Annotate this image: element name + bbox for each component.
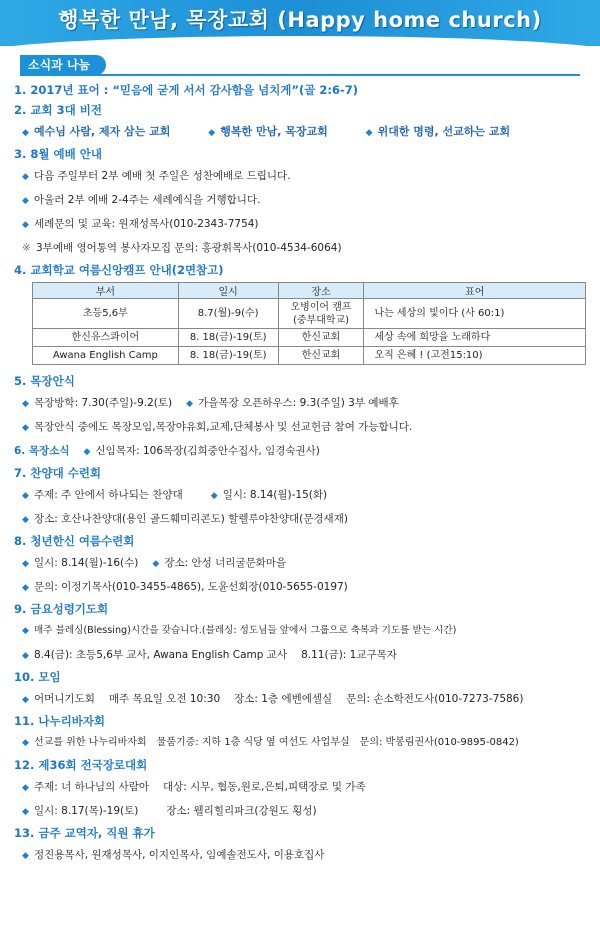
table-row — [33, 347, 586, 365]
table-cell: 초등5,6부 — [33, 299, 179, 329]
item-6-title: 6. 목장소식 — [14, 445, 70, 457]
table-header-cell: 부서 — [33, 283, 179, 299]
bullet-icon: ◆ — [22, 128, 29, 138]
bullet-icon: ◆ — [365, 128, 373, 138]
bullet-icon: ◆ — [210, 491, 218, 501]
bullet-icon: ◆ — [22, 220, 29, 230]
banner-wave — [0, 36, 600, 46]
list-item: ◆ 정진용목사, 원재성목사, 이지인목사, 임예솔전도사, 이용호집사 — [14, 843, 586, 867]
bullet-icon: ◆ — [152, 559, 160, 569]
vision-item: ◆ 위대한 명령, 선교하는 교회 — [366, 120, 511, 145]
item-2-title: 2. 교회 3대 비전 — [14, 103, 102, 117]
list-item: ◆ 8.4(금): 초등5,6부 교사, Awana English Camp 교사 8.11(금): 1교구목자 — [14, 643, 586, 667]
bullet-icon: ◆ — [208, 128, 216, 138]
bullet-icon: ◆ — [22, 695, 29, 705]
camp-table — [32, 282, 586, 365]
table-cell: 8. 18(금)-19(토) — [178, 347, 278, 365]
item-3-title: 3. 8월 예배 안내 — [14, 147, 102, 161]
bullet-icon: ◆ — [22, 559, 29, 569]
list-item: ◆ 목장방학: 7.30(주일)-9.2(토) ◆ 가을목장 오픈하우스: 9.3(주일) 3부 예배후 — [14, 391, 586, 415]
bullet-icon: ◆ — [22, 851, 29, 861]
bullet-icon: ◆ — [22, 807, 29, 817]
list-item: ◆ 선교를 위한 나누리바자회 물품기증: 지하 1층 식당 옆 여선도 사업부실 문의: 박봉림권사(010-9895-0842) — [14, 731, 586, 755]
vision-item: ◆ 행복한 만남, 목장교회 — [208, 120, 327, 145]
bullet-icon: ◆ — [22, 738, 29, 748]
item-5-title: 5. 목장안식 — [14, 374, 75, 388]
table-cell: Awana English Camp — [33, 347, 179, 365]
bullet-icon: ◆ — [186, 399, 194, 409]
table-cell: 세상 속에 희망을 노래하다 — [364, 329, 586, 347]
list-item: ◆ 장소: 호산나찬양대(용인 골드훼미리콘도) 할렐루야찬양대(문경새재) — [14, 507, 586, 531]
bullet-icon: ◆ — [22, 491, 29, 501]
header-title: 행복한 만남, 목장교회 (Happy home church) — [58, 8, 542, 32]
table-cell: 8. 18(금)-19(토) — [178, 329, 278, 347]
table-cell: 나는 세상의 빛이다 (사 60:1) — [364, 299, 586, 329]
item-7-title: 7. 찬양대 수련회 — [14, 466, 102, 480]
list-item: ◆ 일시: 8.17(목)-19(토) 장소: 웰리힐리파크(강원도 횡성) — [14, 799, 586, 823]
item-1-title: 1. 2017년 표어 : “믿음에 굳게 서서 감사함을 넘치게”(골 2:6-7) — [14, 83, 358, 97]
table-header-cell: 일시 — [178, 283, 278, 299]
bullet-icon: ◆ — [22, 196, 29, 206]
bullet-icon: ◆ — [83, 447, 91, 457]
bullet-icon: ◆ — [22, 583, 29, 593]
list-item: ◆ 세례문의 및 교육: 원재성목사(010-2343-7754) — [14, 212, 586, 236]
bullet-icon: ◆ — [22, 515, 29, 525]
table-header-cell: 장소 — [278, 283, 364, 299]
item-12-title: 12. 제36회 전국장로대회 — [14, 758, 148, 772]
table-row — [33, 299, 586, 329]
table-header-cell: 표어 — [364, 283, 586, 299]
note-icon: ※ — [22, 242, 31, 254]
note-item: ※ 3부예배 영어통역 봉사자모집 문의: 홍광휘목사(010-4534-6064) — [14, 236, 586, 260]
item-11-title: 11. 나누리바자회 — [14, 714, 106, 728]
section-tab: 소식과 나눔 — [20, 55, 106, 75]
item-4-title: 4. 교회학교 여름신앙캠프 안내(2면참고) — [14, 263, 224, 277]
list-item: ◆ 어머니기도회 매주 목요일 오전 10:30 장소: 1층 에벤에셀실 문의: 손소학전도사(010-7273-7586) — [14, 687, 586, 711]
news-content — [14, 80, 586, 867]
list-item: ◆ 일시: 8.14(월)-16(수) ◆ 장소: 안성 너리굴문화마을 — [14, 551, 586, 575]
header-banner — [0, 0, 600, 46]
item-6-row: 6. 목장소식 ◆ 신임목자: 106목장(김희중안수집사, 임경숙권사) — [14, 439, 586, 463]
table-header-row — [33, 283, 586, 299]
list-item: ◆ 아울러 2부 예배 2-4주는 세례예식을 거행합니다. — [14, 188, 586, 212]
bullet-icon: ◆ — [22, 172, 29, 182]
vision-item: ◆ 예수님 사람, 제자 삼는 교회 — [22, 120, 170, 145]
list-item: ◆ 매주 블레싱(Blessing)시간을 갖습니다.(블레싱: 성도님들 앞에서 그룹으로 축복과 기도를 받는 시간) — [14, 619, 586, 643]
table-cell: 한신교회 — [278, 347, 364, 365]
list-item: ◆ 주제: 너 하나님의 사람아 대상: 시무, 협동,원로,은퇴,피택장로 및 가족 — [14, 775, 586, 799]
table-cell: 오직 은혜 ! (고전15:10) — [364, 347, 586, 365]
vision-list — [14, 120, 586, 144]
bullet-icon: ◆ — [22, 399, 29, 409]
table-cell: 한신유스콰이어 — [33, 329, 179, 347]
list-item: ◆ 주제: 주 안에서 하나되는 찬양대 ◆ 일시: 8.14(월)-15(화) — [14, 483, 586, 507]
table-cell: 오병이어 캠프 (중부대학교) — [278, 299, 364, 329]
bullet-icon: ◆ — [22, 651, 29, 661]
table-row — [33, 329, 586, 347]
list-item: ◆ 문의: 이정기목사(010-3455-4865), 도윤선회장(010-5655-0197) — [14, 575, 586, 599]
list-item: ◆ 다음 주일부터 2부 예배 첫 주일은 성찬예배로 드립니다. — [14, 164, 586, 188]
bullet-icon: ◆ — [22, 626, 29, 636]
table-cell: 한신교회 — [278, 329, 364, 347]
section-rule — [20, 74, 580, 76]
bullet-icon: ◆ — [22, 423, 29, 433]
item-13-title: 13. 금주 교역자, 직원 휴가 — [14, 826, 155, 840]
item-9-title: 9. 금요성령기도회 — [14, 602, 109, 616]
table-cell: 8.7(월)-9(수) — [178, 299, 278, 329]
list-item: ◆ 목장안식 중에도 목장모임,목장야유회,교제,단체봉사 및 선교헌금 참여 가능합니다. — [14, 415, 586, 439]
item-8-title: 8. 청년한신 여름수련회 — [14, 534, 135, 548]
bullet-icon: ◆ — [22, 783, 29, 793]
item-10-title: 10. 모임 — [14, 670, 61, 684]
